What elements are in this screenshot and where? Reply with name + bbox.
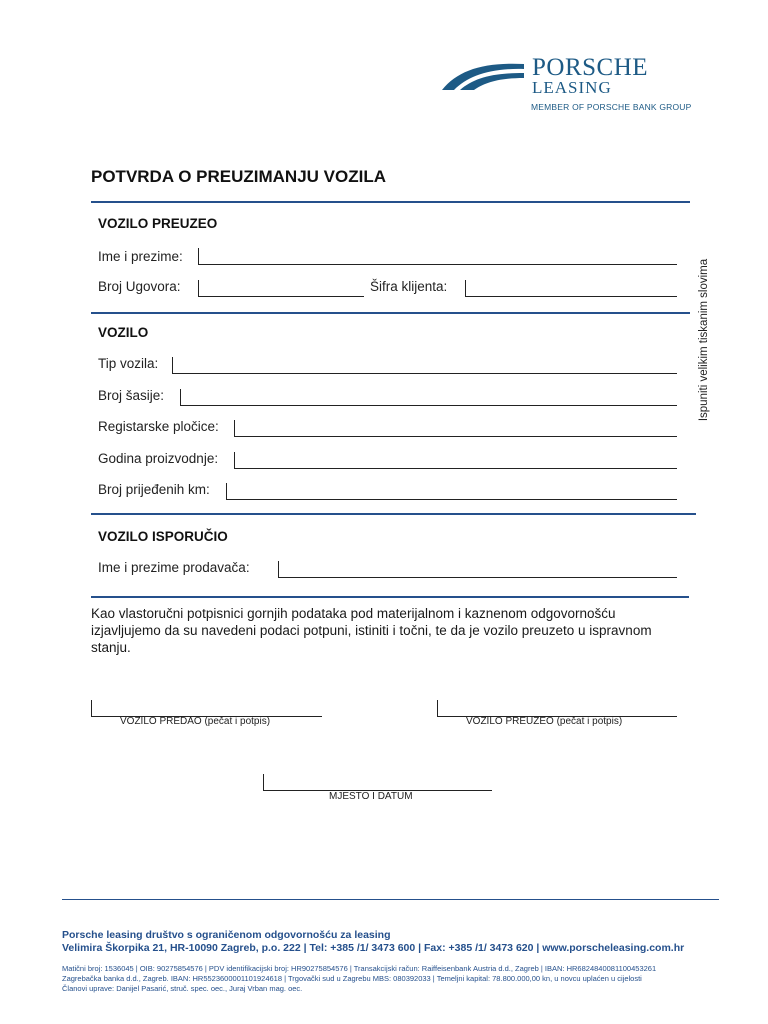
logo-tagline: MEMBER OF PORSCHE BANK GROUP — [531, 102, 692, 112]
footer-company-name: Porsche leasing društvo s ograničenom odgovornošću za leasing — [62, 929, 391, 941]
delivered-signature-field[interactable] — [91, 700, 322, 717]
vehicle-type-label: Tip vozila: — [98, 356, 159, 371]
client-code-field[interactable] — [465, 280, 677, 297]
section-title-delivery: VOZILO ISPORUČIO — [98, 529, 228, 544]
vehicle-type-field[interactable] — [172, 357, 677, 374]
received-signature-caption: VOZILO PREUZEO (pečat i potpis) — [466, 716, 623, 727]
declaration-text: Kao vlastoručni potpisnici gornjih podataka pod materijalnom i kaznenom odgovornošću izjavljujemo da su navedeni podaci potpuni, istiniti i točni, te da je vozilo preuzeto u ispravnom stanju. — [91, 606, 652, 655]
seller-name-label: Ime i prezime prodavača: — [98, 560, 250, 575]
logo-swoosh-icon — [440, 58, 526, 92]
seller-name-field[interactable] — [278, 561, 677, 578]
footer-divider — [62, 899, 719, 900]
chassis-number-field[interactable] — [180, 389, 677, 406]
porsche-leasing-logo — [440, 54, 700, 118]
contract-number-label: Broj Ugovora: — [98, 279, 181, 294]
divider — [91, 596, 689, 598]
divider — [91, 201, 690, 203]
place-date-field[interactable] — [263, 774, 492, 791]
footer-management: Članovi uprave: Danijel Pasarić, struč. spec. oec., Juraj Vrban mag. oec. — [62, 984, 303, 993]
client-code-label: Šifra klijenta: — [370, 279, 448, 294]
license-plates-field[interactable] — [234, 420, 677, 437]
production-year-label: Godina proizvodnje: — [98, 451, 219, 466]
place-date-caption: MJESTO I DATUM — [329, 791, 413, 802]
receiver-name-field[interactable] — [198, 248, 677, 265]
section-title-vehicle: VOZILO — [98, 325, 149, 340]
received-signature-field[interactable] — [437, 700, 677, 717]
chassis-number-label: Broj šasije: — [98, 388, 165, 403]
license-plates-label: Registarske pločice: — [98, 419, 219, 434]
mileage-field[interactable] — [226, 483, 677, 500]
delivered-signature-caption: VOZILO PREDAO (pečat i potpis) — [120, 716, 271, 727]
footer-address: Velimira Škorpika 21, HR-10090 Zagreb, p.o. 222 | Tel: +385 /1/ 3473 600 | Fax: +385 /1/ 3473 620 | www.porscheleasing.com.hr — [62, 942, 685, 954]
side-note: Ispuniti velikim tiskanim slovima — [698, 258, 710, 422]
production-year-field[interactable] — [234, 452, 677, 469]
divider — [91, 312, 690, 314]
receiver-name-label: Ime i prezime: — [98, 249, 183, 264]
logo-name: PORSCHE — [532, 54, 649, 81]
divider — [91, 513, 696, 515]
section-title-receiver: VOZILO PREUZEO — [98, 216, 218, 231]
footer-bank-details: Zagrebačka banka d.d., Zagreb. IBAN: HR5523600001101924618 | Trgovački sud u Zagrebu MBS: 080392033 | Temeljni kapital: 78.800.000,00 kn, u novcu uplaćen u cijelosti — [62, 974, 642, 983]
contract-number-field[interactable] — [198, 280, 364, 297]
mileage-label: Broj prijeđenih km: — [98, 482, 210, 497]
form-title: POTVRDA O PREUZIMANJU VOZILA — [91, 167, 386, 186]
logo-subtitle: LEASING — [532, 78, 612, 97]
footer-registration: Matični broj: 1536045 | OIB: 90275854576 | PDV identifikacijski broj: HR90275854576 | Transakcijski račun: Raiffeisenbank Austria d.d., Zagreb | IBAN: HR6824840081100453261 — [62, 964, 657, 973]
